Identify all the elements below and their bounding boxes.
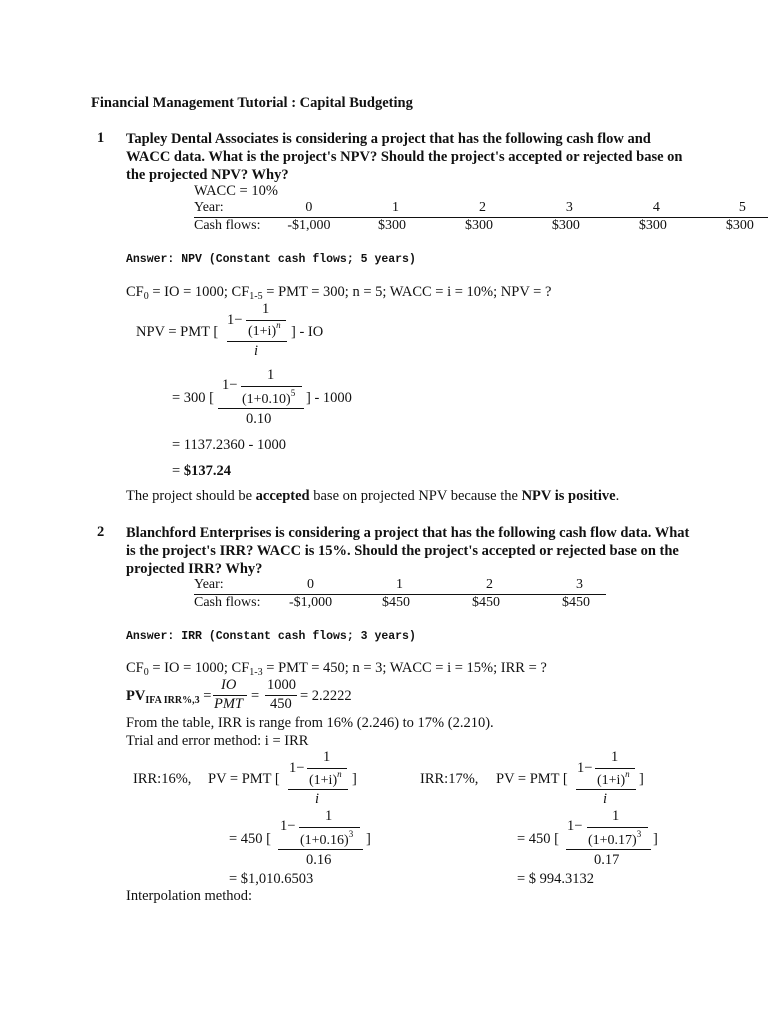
table-cell: Cash flows:: [194, 218, 261, 233]
given-values: $CF_0$ = IO = 1000; $CF_{1-3}$ = PMT = 450; n = 3; WACC = i = 15%; IRR = ?: [126, 660, 547, 678]
step-result: = 1137.2360 - 1000: [172, 437, 286, 453]
table-cell: Year:: [194, 577, 224, 592]
wacc-label: WACC = 10%: [194, 183, 278, 199]
paren-term: $(1+0.10)^5$: [242, 388, 296, 407]
one-minus: 1−: [567, 818, 583, 834]
step-prefix: = 450 [: [229, 831, 272, 847]
denominator: i: [315, 791, 320, 807]
denominator: 0.17: [594, 852, 620, 868]
fraction-bar: [566, 849, 651, 850]
fraction-bar: [576, 789, 636, 790]
paren-term: $(1+0.17)^3$: [588, 829, 642, 848]
table-cell: 4: [652, 200, 660, 215]
question-text: [126, 524, 726, 578]
fraction-bar: [218, 408, 304, 409]
numerator-one: 1: [267, 367, 275, 383]
pv-ifa-label: $PV_{IFA IRR\%,3}$ =: [126, 688, 212, 706]
denominator: 450: [270, 696, 292, 712]
table-cell: 0: [307, 577, 314, 592]
question-line: the projected NPV? Why?: [126, 167, 289, 183]
table-note: From the table, IRR is range from 16% (2.246) to 17% (2.210).: [126, 715, 494, 731]
table-row: [194, 577, 606, 595]
table-cell: Cash flows:: [194, 595, 261, 610]
table-cell: $300: [551, 218, 580, 233]
npv-formula-prefix: NPV = PMT [: [136, 324, 219, 340]
interpolation-heading: Interpolation method:: [126, 888, 253, 904]
npv-formula-suffix: ] - IO: [291, 324, 324, 340]
table-cell: 2: [486, 577, 493, 592]
numerator-one: 1: [611, 749, 619, 765]
fraction-bar: [227, 341, 287, 342]
question-line: is the project's IRR? WACC is 15%. Should the project's accepted or rejected base on the: [126, 543, 679, 559]
cash-flow-table: [194, 577, 606, 612]
numerator-one: 1: [325, 808, 333, 824]
irr16-label: IRR:16%,: [133, 771, 192, 787]
denominator: i: [603, 791, 608, 807]
fraction-bar: [587, 827, 648, 828]
paren-term: $(1+i)^n$: [597, 769, 630, 788]
question-line: projected IRR? Why?: [126, 561, 263, 577]
table-row: [194, 200, 768, 218]
table-cell: $300: [378, 218, 407, 233]
pv-result: = 2.2222: [300, 688, 352, 704]
irr17-label: IRR:17%,: [420, 771, 479, 787]
one-minus: 1−: [227, 312, 243, 328]
pv-formula-prefix: PV = PMT [: [496, 771, 568, 787]
table-cell: $450: [562, 595, 590, 610]
question-text: [126, 130, 726, 184]
question-line: Tapley Dental Associates is considering a project that has the following cash flow and: [126, 131, 651, 147]
conclusion: The project should be accepted base on projected NPV because the NPV is positive.: [126, 488, 620, 504]
answer-heading: Answer: IRR (Constant cash flows; 3 years): [126, 630, 416, 643]
table-cell: $300: [464, 218, 493, 233]
io-numerator: IO: [221, 677, 237, 693]
close-bracket: ]: [366, 831, 371, 847]
table-cell: Year:: [194, 200, 224, 215]
paren-term: $(1+0.16)^3$: [300, 829, 354, 848]
numerator-one: 1: [612, 808, 620, 824]
denominator: i: [254, 343, 259, 359]
table-cell: 2: [478, 200, 486, 215]
step-suffix: ] - 1000: [306, 390, 352, 406]
table-cell: -$1,000: [287, 218, 331, 233]
one-minus: 1−: [222, 377, 238, 393]
close-bracket: ]: [653, 831, 658, 847]
one-minus: 1−: [289, 760, 305, 776]
page-title: Financial Management Tutorial : Capital Budgeting: [91, 95, 413, 111]
pmt-denominator: PMT: [214, 696, 243, 712]
fraction-bar: [299, 827, 360, 828]
fraction-bar: [288, 789, 348, 790]
table-cell: $450: [382, 595, 410, 610]
question-number: 2: [97, 524, 105, 540]
close-bracket: ]: [352, 771, 357, 787]
table-cell: 1: [392, 200, 400, 215]
step-prefix: = 450 [: [517, 831, 560, 847]
table-cell: 1: [396, 577, 403, 592]
table-cell: 5: [738, 200, 746, 215]
numerator: 1000: [267, 677, 296, 693]
fraction-bar: [278, 849, 363, 850]
cash-flow-table: [194, 200, 768, 235]
denominator: 0.10: [246, 411, 272, 427]
trial-note: Trial and error method: i = IRR: [126, 733, 309, 749]
table-cell: -$1,000: [289, 595, 333, 610]
numerator-one: 1: [262, 301, 270, 317]
table-cell: 3: [576, 577, 583, 592]
equals-sign: =: [251, 688, 260, 704]
question-line: Blanchford Enterprises is considering a project that has the following cash flow data. What: [126, 525, 690, 541]
question-number: 1: [97, 130, 105, 146]
one-minus: 1−: [280, 818, 296, 834]
table-cell: 0: [305, 200, 313, 215]
paren-term: $(1+i)^n$: [309, 769, 342, 788]
paren-term: $(1+i)^n$: [248, 320, 281, 339]
table-cell: $300: [638, 218, 667, 233]
result-16: = $1,010.6503: [229, 871, 314, 887]
npv-result: = $137.24: [172, 463, 231, 479]
question-line: WACC data. What is the project's NPV? Should the project's accepted or rejected base on: [126, 149, 683, 165]
table-row: [194, 218, 768, 236]
given-values: $CF_0$ = IO = 1000; $CF_{1-5}$ = PMT = 300; n = 5; WACC = i = 10%; NPV = ?: [126, 284, 552, 302]
table-cell: 3: [565, 200, 573, 215]
numerator-one: 1: [323, 749, 331, 765]
denominator: 0.16: [306, 852, 332, 868]
fraction-bar: [241, 386, 302, 387]
pv-formula-prefix: PV = PMT [: [208, 771, 280, 787]
table-cell: $300: [725, 218, 754, 233]
table-cell: $450: [472, 595, 500, 610]
one-minus: 1−: [577, 760, 593, 776]
result-17: = $ 994.3132: [517, 871, 595, 887]
answer-heading: Answer: NPV (Constant cash flows; 5 years): [126, 253, 416, 266]
close-bracket: ]: [639, 771, 644, 787]
step-prefix: = 300 [: [172, 390, 215, 406]
table-row: [194, 595, 606, 613]
